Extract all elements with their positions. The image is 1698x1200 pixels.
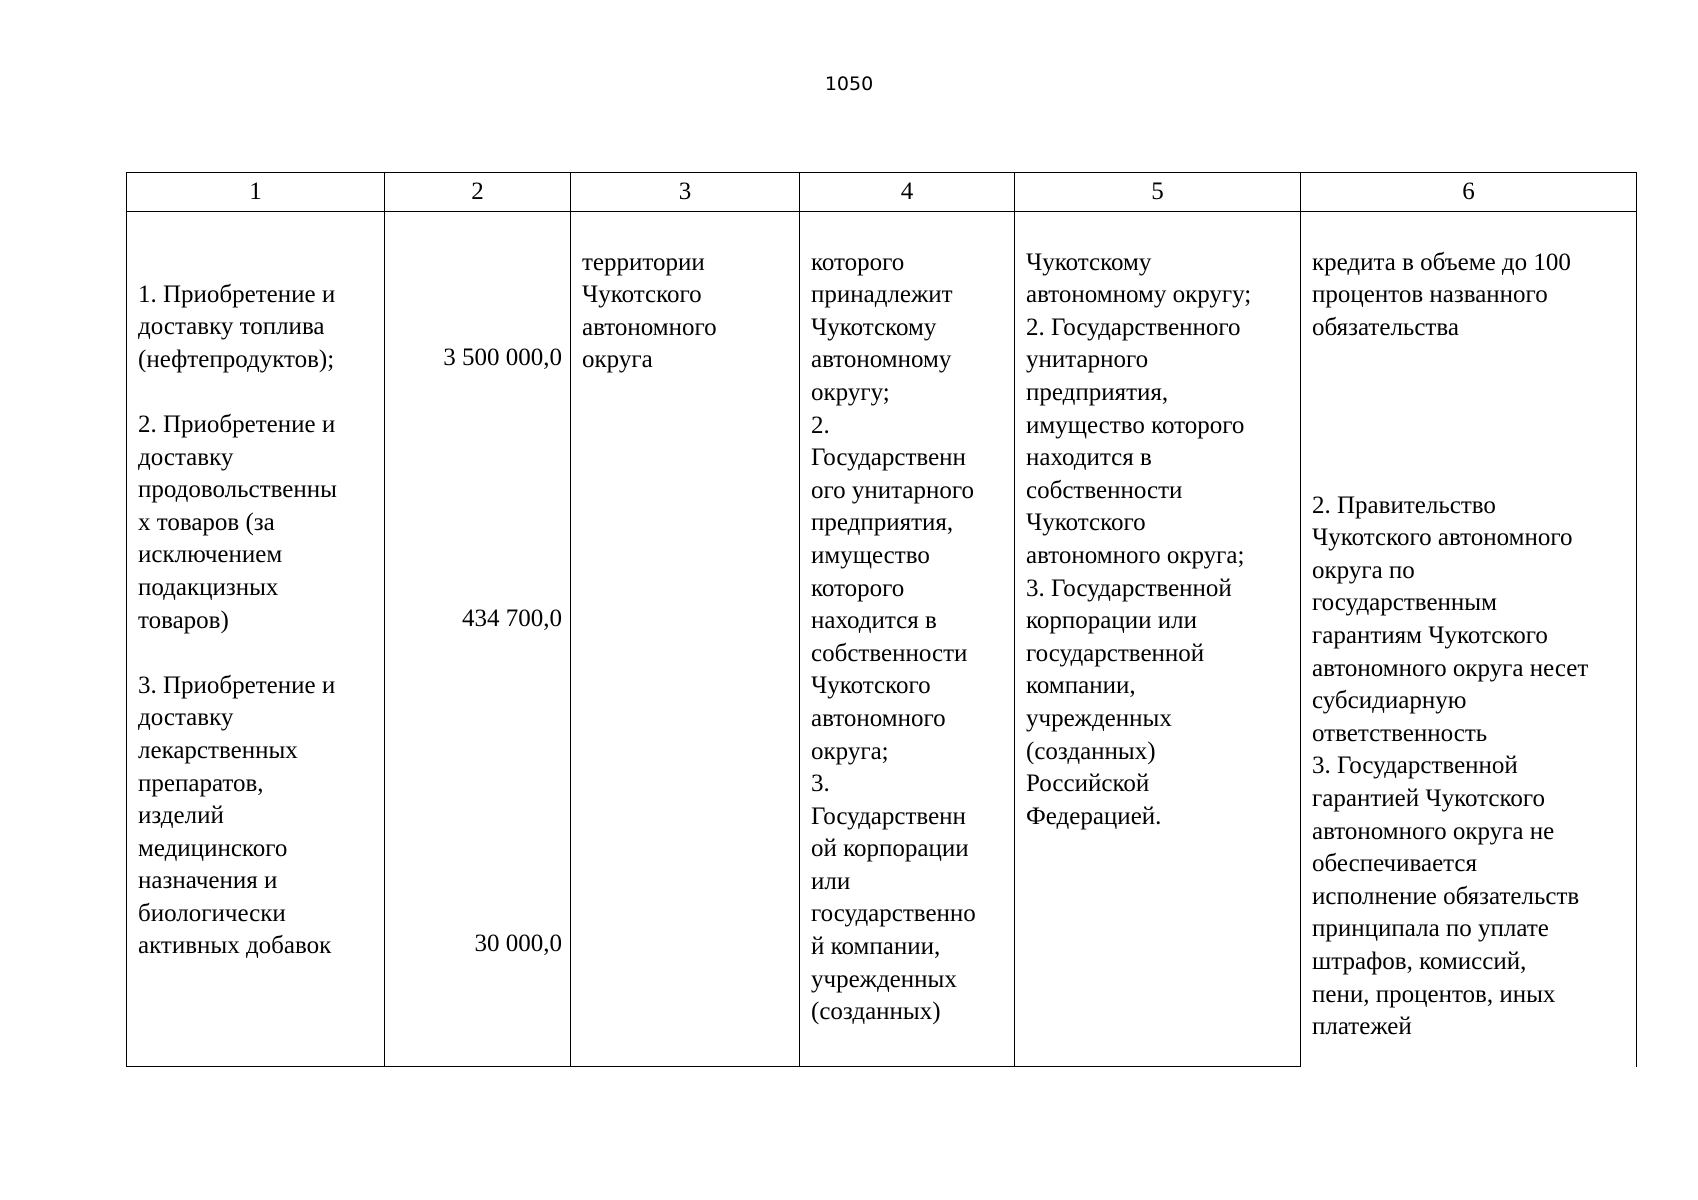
beneficiary-text: Чукотскому автономному округу; 2. Государственного унитарного предприятия, имущество которого находится в собственности Чукотского автономного округа; 3. Государственной корпорации или государственной компании, учрежденных (созданных) Российской Федерацией. [1026, 248, 1252, 830]
header-cell-5: 5 [1015, 173, 1301, 212]
header-cell-4: 4 [800, 173, 1015, 212]
table-header [127, 173, 1637, 212]
header-cell-2: 2 [385, 173, 571, 212]
header-cell-6: 6 [1301, 173, 1637, 212]
conditions-text-part1: кредита в объеме до 100 процентов названного обязательства [1312, 248, 1571, 341]
page-number: 1050 [824, 73, 874, 95]
purposes-text: 1. Приобретение и доставку топлива (нефтепродуктов); 2. Приобретение и доставку продовольственны х товаров (за исключением подакцизных товаров) 3. Приобретение и доставку лекарственных препаратов, изделий медицинского назначения и биологически активных добавок [138, 280, 337, 960]
guarantee-table [126, 172, 1637, 1067]
territory-cell [571, 212, 800, 1067]
purposes-cell [127, 212, 385, 1067]
table-row [127, 212, 1637, 1067]
amount-fuel: 3 500 000,0 [443, 343, 562, 371]
amounts-cell [385, 212, 571, 1067]
conditions-cell [1301, 212, 1637, 1067]
principal-text: которого принадлежит Чукотскому автономному округу; 2. Государственн ого унитарного предприятия, имущество которого находится в собственности Чукотского автономного округа; 3. Государственн ой корпорации или государственно й компании, учрежденных (созданных) [811, 248, 976, 1026]
territory-text: территории Чукотского автономного округа [582, 248, 717, 374]
principal-cell [800, 212, 1015, 1067]
header-cell-1: 1 [127, 173, 385, 212]
amounts-wrapper [385, 245, 570, 1034]
conditions-wrapper [1301, 245, 1636, 1041]
conditions-text-part2: 2. Правительство Чукотского автономного округа по государственным гарантиям Чукотского автономного округа несет субсидиарную ответственность 3. Государственной гарантией Чукотского автономного округа не обеспечивается исполнение обязательств принципала по уплате штрафов, комиссий, пени, процентов, иных платежей [1312, 491, 1589, 1041]
amount-food: 434 700,0 [462, 604, 562, 632]
header-row [127, 173, 1637, 212]
amount-medicine: 30 000,0 [474, 929, 562, 957]
header-cell-3: 3 [571, 173, 800, 212]
table-body [127, 212, 1637, 1067]
beneficiary-cell [1015, 212, 1301, 1067]
